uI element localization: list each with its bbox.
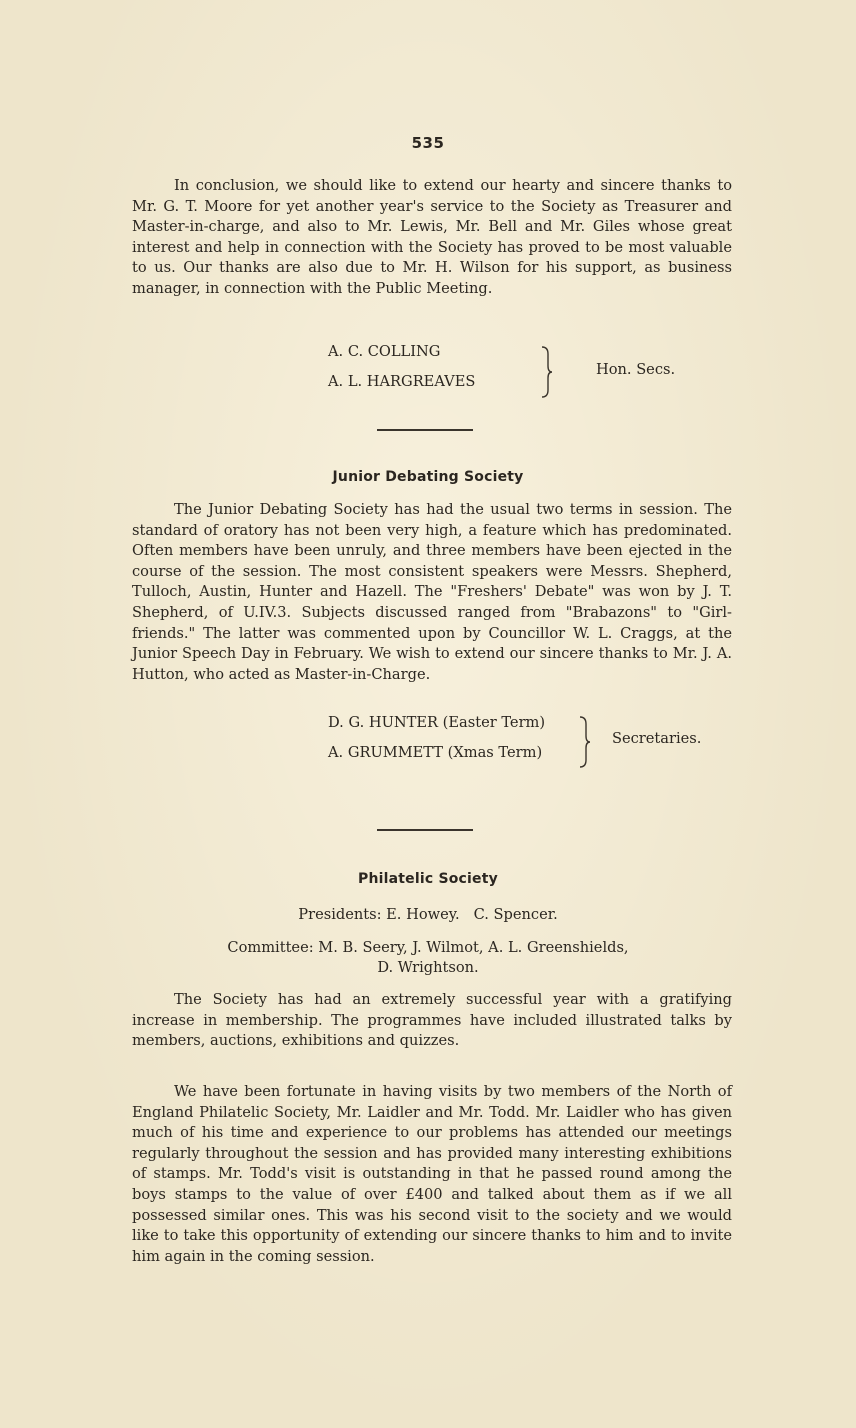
signatory-colling: A. C. COLLING	[328, 343, 441, 360]
philatelic-committee-line2: D. Wrightson.	[377, 959, 479, 976]
junior-debating-heading: Junior Debating Society	[332, 469, 524, 485]
section-divider	[377, 829, 473, 831]
signatory-hunter: D. G. HUNTER (Easter Term)	[328, 714, 546, 731]
secretaries-role: Secretaries.	[612, 730, 702, 747]
philatelic-paragraph-2: We have been fortunate in having visits by two members of the North of England Philatelic Society, Mr. Laidler and Mr. Todd. Mr. Laidler who has given much of his time and experience to our problems has attended our meetings regularly throughout the session and has provided many interesting exhibitions of stamps. Mr. Todd's visit is outstanding in that he passed round among the boys stamps to the value of over £400 and talked about them as if we all possessed similar ones. This was his second visit to the society and we would like to take this opportunity of extending our sincere thanks to him and to invite him again in the coming session.	[132, 1083, 732, 1265]
signatory-hargreaves: A. L. HARGREAVES	[328, 373, 476, 390]
signatory-grummett: A. GRUMMETT (Xmas Term)	[328, 744, 543, 761]
right-brace-icon	[540, 346, 554, 398]
philatelic-heading: Philatelic Society	[358, 871, 498, 887]
hon-secs-role: Hon. Secs.	[596, 361, 676, 378]
section-divider	[377, 429, 473, 431]
philatelic-paragraph-1: The Society has had an extremely successful year with a gratifying increase in membership. The programmes have included illustrated talks by members, auctions, exhibitions and quizzes.	[132, 991, 732, 1050]
secretaries-signatories	[328, 708, 545, 768]
hon-secs-signatories	[328, 337, 475, 397]
right-brace-icon	[578, 716, 592, 768]
philatelic-presidents: Presidents: E. Howey. C. Spencer.	[298, 906, 558, 923]
philatelic-committee-line1: Committee: M. B. Seery, J. Wilmot, A. L. Greenshields,	[227, 939, 629, 956]
junior-debating-paragraph: The Junior Debating Society has had the usual two terms in session. The standard of oratory has not been very high, a feature which has predominated. Often members have been unruly, and three members have been ejected in the course of the session. The most consistent speakers were Messrs. Shepherd, Tulloch, Austin, Hunter and Hazell. The "Freshers' Debate" was won by J. T. Shepherd, of U.IV.3. Subjects discussed ranged from "Brabazons" to "Girl-friends." The latter was commented upon by Councillor W. L. Craggs, at the Junior Speech Day in February. We wish to extend our sincere thanks to Mr. J. A. Hutton, who acted as Master-in-Charge.	[132, 501, 732, 683]
page-number: 535	[411, 134, 445, 152]
conclusion-paragraph: In conclusion, we should like to extend our hearty and sincere thanks to Mr. G. T. Moore for yet another year's service to the Society as Treasurer and Master-in-charge, and also to Mr. Lewis, Mr. Bell and Mr. Giles whose great interest and help in connection with the Society has proved to be most valuable to us. Our thanks are also due to Mr. H. Wilson for his support, as business manager, in connection with the Public Meeting.	[132, 177, 732, 297]
